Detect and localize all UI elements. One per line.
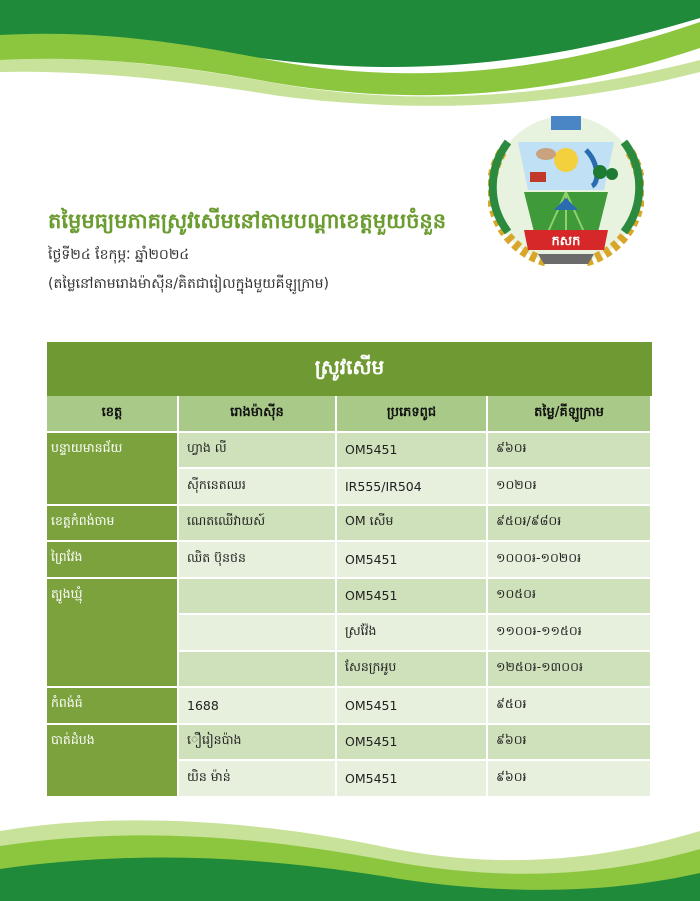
header-price: តម្លៃ/គីឡូក្រាម [488, 396, 652, 433]
variety-cell: OM សើម [337, 506, 488, 543]
table-grid [47, 396, 652, 798]
province-cell: បន្ទាយមានជ័យ [47, 433, 179, 506]
mill-cell: ហ្វាង លី [179, 433, 337, 470]
variety-cell: OM5451 [337, 725, 488, 762]
mill-cell [179, 579, 337, 616]
mill-cell [179, 652, 337, 689]
variety-cell: OM5451 [337, 579, 488, 616]
price-cell: ១១០០៛-១១៥០៛ [488, 615, 652, 652]
unit-note: (តម្លៃនៅតាមរោងម៉ាស៊ីន/គិតជារៀលក្នុងមួយគីឡូក្រាម) [48, 276, 330, 292]
mill-cell [179, 615, 337, 652]
province-cell: កំពង់ធំ [47, 688, 179, 725]
province-cell: ព្រៃវែង [47, 542, 179, 579]
table-title: ស្រូវសើម [47, 342, 652, 396]
variety-cell: OM5451 [337, 542, 488, 579]
price-cell: ៩៦០៛ [488, 433, 652, 470]
date-line: ថ្ងៃទី២៤ ខែកុម្ភៈ ឆ្នាំ២០២៤ [48, 247, 190, 263]
variety-cell: OM5451 [337, 688, 488, 725]
variety-cell: IR555/IR504 [337, 469, 488, 506]
header-province: ខេត្ត [47, 396, 179, 433]
province-cell: ខេត្តកំពង់ចាម [47, 506, 179, 543]
variety-cell: OM5451 [337, 433, 488, 470]
mill-cell: 1688 [179, 688, 337, 725]
variety-cell: OM5451 [337, 761, 488, 798]
header-mill: រោងម៉ាស៊ីន [179, 396, 337, 433]
price-cell: ១០៥០៛ [488, 579, 652, 616]
province-cell: បាត់ដំបង [47, 725, 179, 798]
price-cell: ១០០០៛-១០២០៛ [488, 542, 652, 579]
logo-text: កសក [551, 234, 581, 249]
price-cell: ៩៦០៛ [488, 725, 652, 762]
variety-cell: ស្រវ៉ែង [337, 615, 488, 652]
price-cell: ១២៥០៛-១៣០០៛ [488, 652, 652, 689]
mill-cell: ណេតឈើវាយស៍ [179, 506, 337, 543]
mill-cell: យិន ម៉ាន់ [179, 761, 337, 798]
price-cell: ៩៥០៛ [488, 688, 652, 725]
variety-cell: សែនក្រអូប [337, 652, 488, 689]
price-table [47, 342, 652, 798]
top-wave-decoration [0, 0, 700, 110]
mill-cell: ឿរៀនប៉ាង [179, 725, 337, 762]
price-cell: ១០២០៛ [488, 469, 652, 506]
mill-cell: ស៊ីកនេតឈរ [179, 469, 337, 506]
page-title: តម្លៃមធ្យមភាគស្រូវសើមនៅតាមបណ្តាខេត្តមួយចំនួន [48, 209, 447, 233]
ministry-logo [488, 112, 644, 272]
price-cell: ៩៥០៛/៩៨០៛ [488, 506, 652, 543]
price-cell: ៩៦០៛ [488, 761, 652, 798]
province-cell: ត្បូងឃ្មុំ [47, 579, 179, 689]
header-variety: ប្រភេទពូជ [337, 396, 488, 433]
mill-cell: ឈិត ប៊ុនថន [179, 542, 337, 579]
bottom-wave-decoration [0, 791, 700, 901]
